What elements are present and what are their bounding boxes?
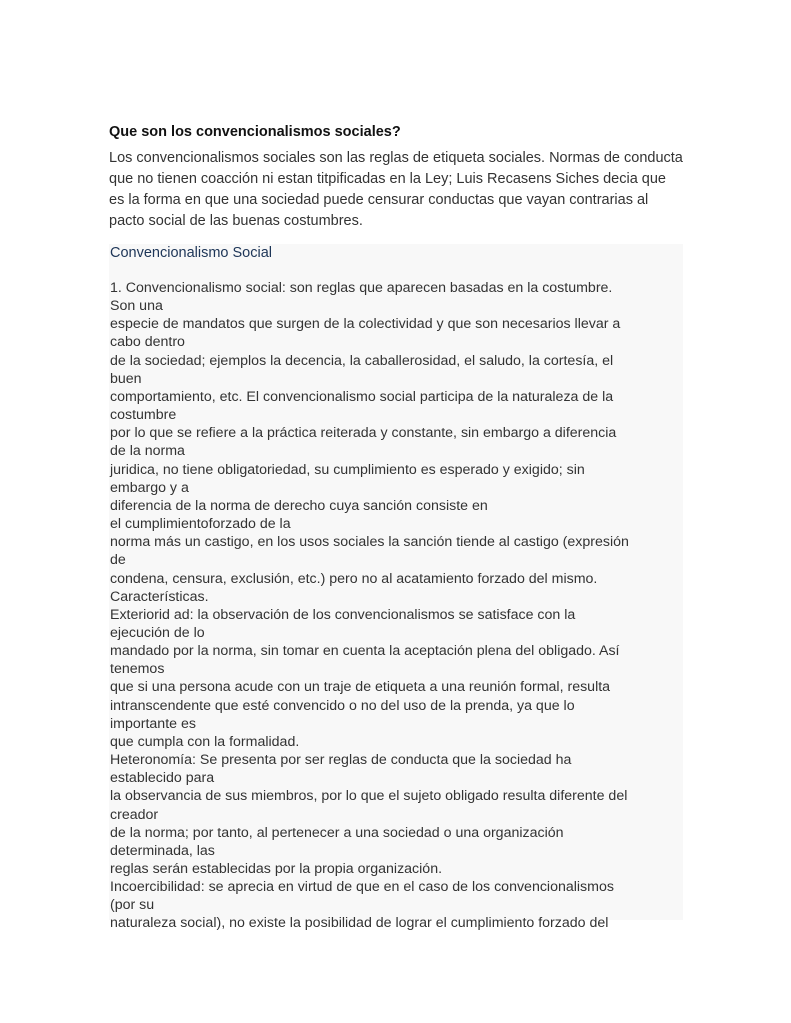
- body-line: que cumpla con la formalidad.: [110, 733, 300, 750]
- body-line: ejecución de lo: [110, 624, 205, 641]
- body-line: establecido para: [110, 770, 215, 787]
- body-line: intranscendente que esté convencido o no del uso de la prenda, ya que lo: [110, 697, 575, 714]
- body-line: Incoercibilidad: se aprecia en virtud de que en el caso de los convencionalismos: [110, 879, 614, 896]
- body-line: norma más un castigo, en los usos sociales la sanción tiende al castigo (expresión: [110, 534, 629, 551]
- body-line: especie de mandatos que surgen de la colectividad y que son necesarios llevar a: [110, 316, 621, 333]
- intro-paragraph: Los convencionalismos sociales son las reglas de etiqueta sociales. Normas de conducta que no tienen coacción ni estan titpificadas en la Ley; Luis Recasens Siches decia que es la forma en que una sociedad puede censurar conductas que vayan contrarias al pacto social de las buenas costumbres.: [109, 150, 683, 229]
- body-line: el cumplimientoforzado de la: [110, 516, 291, 533]
- body-line: importante es: [110, 715, 196, 732]
- body-line: 1. Convencionalismo social: son reglas que aparecen basadas en la costumbre.: [110, 280, 613, 296]
- body-line: reglas serán establecidas por la propia organización.: [110, 861, 443, 877]
- body-line: Exteriorid ad: la observación de los convencionalismos se satisface con la: [110, 606, 576, 623]
- body-line: mandado por la norma, sin tomar en cuenta la aceptación plena del obligado. Así: [110, 643, 620, 660]
- body-line: por lo que se refiere a la práctica reiterada y constante, sin embargo a diferencia: [110, 425, 617, 442]
- body-line: naturaleza social), no existe la posibilidad de lograr el cumplimiento forzado del: [110, 915, 609, 932]
- body-line: Heteronomía: Se presenta por ser reglas de conducta que la sociedad ha: [110, 752, 572, 769]
- quoted-content-box: [109, 244, 683, 932]
- body-line: de la norma; por tanto, al pertenecer a una sociedad o una organización: [110, 824, 564, 841]
- body-line: diferencia de la norma de derecho cuya sanción consiste en: [110, 497, 488, 514]
- box-body-text: [110, 279, 682, 933]
- body-line: que si una persona acude con un traje de etiqueta a una reunión formal, resulta: [110, 679, 611, 696]
- page-heading: Que son los convencionalismos sociales?: [109, 124, 401, 140]
- body-line: la observancia de sus miembros, por lo que el sujeto obligado resulta diferente del: [110, 788, 628, 805]
- body-line: de la norma: [110, 443, 185, 460]
- body-line: embargo y a: [110, 479, 189, 496]
- body-line: condena, censura, exclusión, etc.) pero no al acatamiento forzado del mismo.: [110, 570, 598, 587]
- body-line: creador: [110, 806, 159, 823]
- body-line: de: [110, 552, 126, 569]
- box-title: Convencionalismo Social: [110, 245, 272, 261]
- body-line: determinada, las: [110, 842, 215, 859]
- body-line: Características.: [110, 588, 209, 605]
- body-line: de la sociedad; ejemplos la decencia, la caballerosidad, el saludo, la cortesía, el: [110, 352, 614, 369]
- body-line: (por su: [110, 897, 155, 914]
- body-line: Son una: [110, 298, 163, 315]
- body-line: tenemos: [110, 661, 165, 678]
- body-line: cabo dentro: [110, 334, 185, 351]
- body-line: costumbre: [110, 407, 177, 424]
- body-line: buen: [110, 370, 142, 387]
- body-line: juridica, no tiene obligatoriedad, su cumplimiento es esperado y exigido; sin: [110, 461, 585, 478]
- body-line: comportamiento, etc. El convencionalismo social participa de la naturaleza de la: [110, 388, 614, 405]
